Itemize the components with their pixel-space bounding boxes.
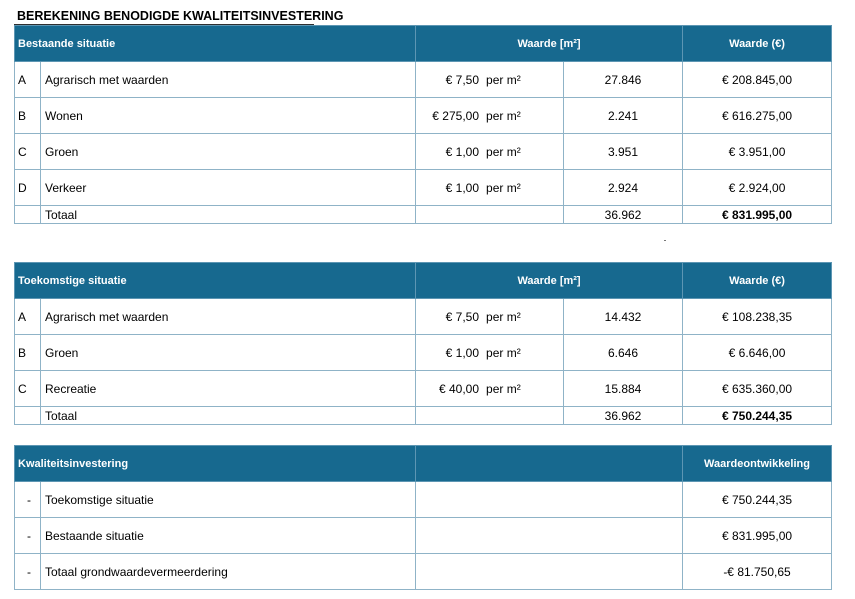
row-price — [416, 98, 564, 134]
empty-cell — [15, 407, 41, 425]
row-code: B — [15, 98, 41, 134]
price-value: € 1,00 — [445, 144, 480, 159]
row-name: Agrarisch met waarden — [41, 62, 416, 98]
row-name: Toekomstige situatie — [41, 482, 416, 518]
empty-cell — [416, 482, 683, 518]
row-value: -€ 81.750,65 — [683, 554, 832, 590]
table-row — [15, 299, 832, 335]
row-value: € 6.646,00 — [683, 335, 832, 371]
empty-cell — [416, 518, 683, 554]
stray-mark — [664, 240, 666, 241]
existing-situation-table — [14, 25, 832, 224]
price-value: € 275,00 — [432, 108, 480, 123]
total-row — [15, 407, 832, 425]
column-header-value: Waarde (€) — [683, 263, 832, 299]
table-row — [15, 134, 832, 170]
row-price — [416, 134, 564, 170]
section-heading: Kwaliteitsinvestering — [15, 446, 416, 482]
empty-cell — [416, 554, 683, 590]
table-row — [15, 554, 832, 590]
row-value: € 108.238,35 — [683, 299, 832, 335]
row-area: 6.646 — [564, 335, 683, 371]
row-price — [416, 371, 564, 407]
column-header-value-development: Waardeontwikkeling — [683, 446, 832, 482]
table-header-row — [15, 446, 832, 482]
row-name: Bestaande situatie — [41, 518, 416, 554]
total-label: Totaal — [41, 206, 416, 224]
row-area: 15.884 — [564, 371, 683, 407]
price-value: € 7,50 — [445, 72, 480, 87]
price-unit: per m² — [486, 180, 521, 195]
row-area: 2.241 — [564, 98, 683, 134]
row-price — [416, 170, 564, 206]
table-row — [15, 518, 832, 554]
table-row — [15, 170, 832, 206]
empty-cell — [416, 206, 564, 224]
row-name: Groen — [41, 335, 416, 371]
row-name: Verkeer — [41, 170, 416, 206]
column-header-area: Waarde [m²] — [416, 263, 683, 299]
total-row — [15, 206, 832, 224]
total-value: € 831.995,00 — [683, 206, 832, 224]
row-area: 3.951 — [564, 134, 683, 170]
table-row — [15, 62, 832, 98]
row-value: € 635.360,00 — [683, 371, 832, 407]
row-price — [416, 335, 564, 371]
price-unit: per m² — [486, 309, 521, 324]
table-row — [15, 371, 832, 407]
total-value: € 750.244,35 — [683, 407, 832, 425]
price-unit: per m² — [486, 72, 521, 87]
price-unit: per m² — [486, 108, 521, 123]
row-price — [416, 62, 564, 98]
row-value: € 208.845,00 — [683, 62, 832, 98]
row-value: € 3.951,00 — [683, 134, 832, 170]
table-header-row — [15, 26, 832, 62]
total-area: 36.962 — [564, 407, 683, 425]
row-name: Groen — [41, 134, 416, 170]
future-situation-table — [14, 262, 832, 425]
price-value: € 40,00 — [438, 381, 480, 396]
row-code: C — [15, 371, 41, 407]
section-heading: Toekomstige situatie — [15, 263, 416, 299]
table-row — [15, 482, 832, 518]
row-value: € 750.244,35 — [683, 482, 832, 518]
empty-cell — [416, 407, 564, 425]
empty-header-cell — [416, 446, 683, 482]
total-label: Totaal — [41, 407, 416, 425]
row-code: A — [15, 299, 41, 335]
section-heading: Bestaande situatie — [15, 26, 416, 62]
document-title: BEREKENING BENODIGDE KWALITEITSINVESTERING — [17, 9, 344, 23]
row-value: € 2.924,00 — [683, 170, 832, 206]
quality-investment-table — [14, 445, 832, 590]
table-row — [15, 98, 832, 134]
row-dash: - — [15, 482, 41, 518]
row-code: B — [15, 335, 41, 371]
empty-cell — [15, 206, 41, 224]
price-value: € 7,50 — [445, 309, 480, 324]
row-code: C — [15, 134, 41, 170]
row-name: Agrarisch met waarden — [41, 299, 416, 335]
price-value: € 1,00 — [445, 180, 480, 195]
row-name: Wonen — [41, 98, 416, 134]
row-area: 2.924 — [564, 170, 683, 206]
table-header-row — [15, 263, 832, 299]
row-value: € 616.275,00 — [683, 98, 832, 134]
row-price — [416, 299, 564, 335]
total-area: 36.962 — [564, 206, 683, 224]
row-name: Recreatie — [41, 371, 416, 407]
table-row — [15, 335, 832, 371]
column-header-area: Waarde [m²] — [416, 26, 683, 62]
row-code: A — [15, 62, 41, 98]
price-value: € 1,00 — [445, 345, 480, 360]
row-value: € 831.995,00 — [683, 518, 832, 554]
row-area: 27.846 — [564, 62, 683, 98]
row-dash: - — [15, 554, 41, 590]
row-code: D — [15, 170, 41, 206]
price-unit: per m² — [486, 381, 521, 396]
column-header-value: Waarde (€) — [683, 26, 832, 62]
price-unit: per m² — [486, 144, 521, 159]
row-dash: - — [15, 518, 41, 554]
row-area: 14.432 — [564, 299, 683, 335]
row-name: Totaal grondwaardevermeerdering — [41, 554, 416, 590]
price-unit: per m² — [486, 345, 521, 360]
